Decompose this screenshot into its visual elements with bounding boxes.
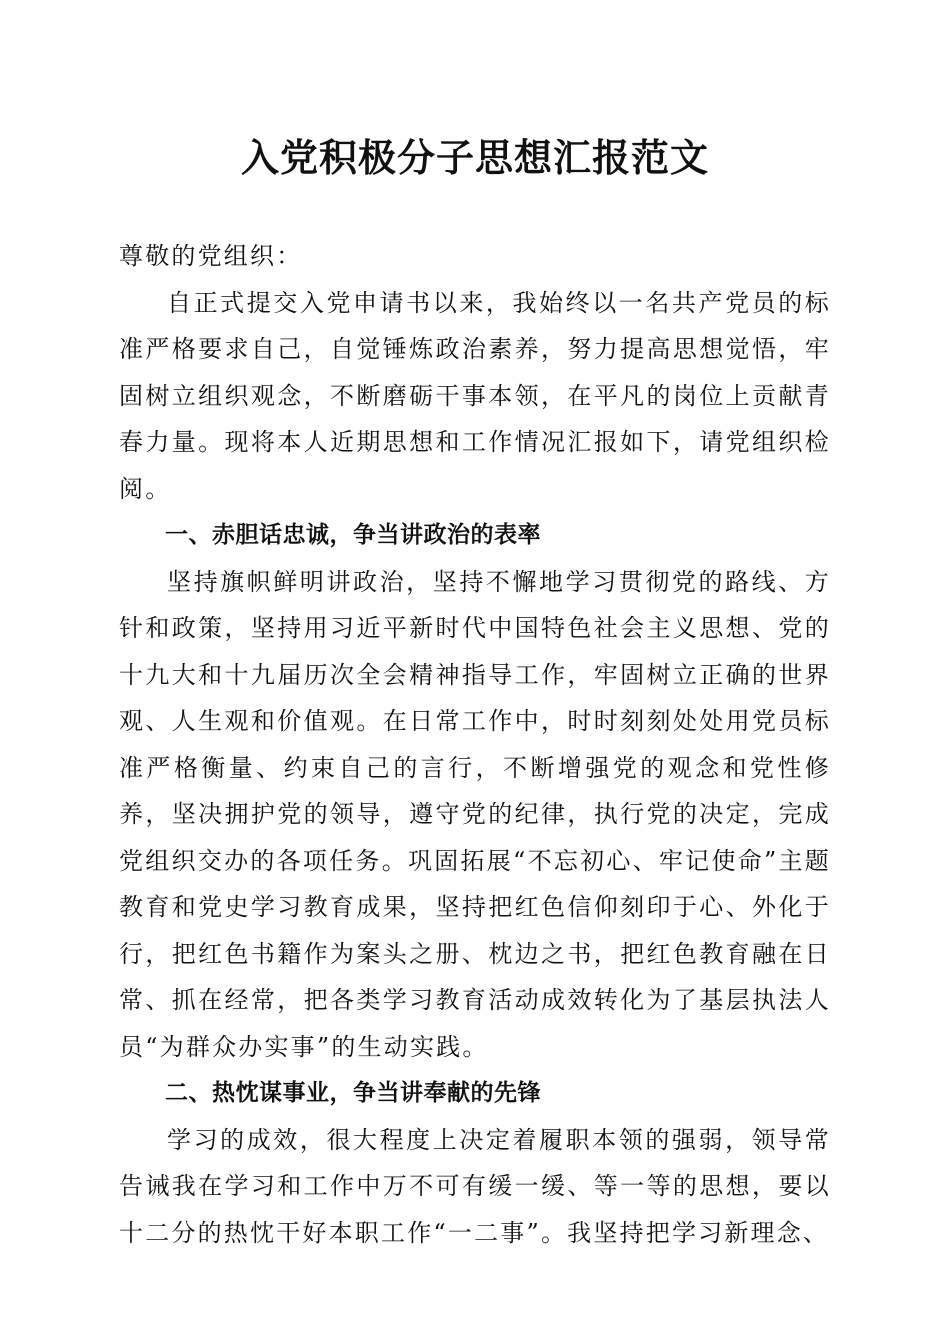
document-body xyxy=(119,233,831,1256)
salutation: 尊敬的党组织： xyxy=(119,242,303,270)
section-paragraph-1: 坚持旗帜鲜明讲政治，坚持不懈地学习贯彻党的路线、方针和政策，坚持用习近平新时代中国特色社会主义思想、党的十九大和十九届历次全会精神指导工作，牢固树立正确的世界观、人生观和价值观。在日常工作中，时时刻刻处处用党员标准严格衡量、约束自己的言行，不断增强党的观念和党性修养，坚决拥护党的领导，遵守党的纪律，执行党的决定，完成党组织交办的各项任务。巩固拓展“不忘初心、牢记使命”主题教育和党史学习教育成果，坚持把红色信仰刻印于心、外化于行，把红色书籍作为案头之册、枕边之书，把红色教育融在日常、抓在经常，把各类学习教育活动成效转化为了基层执法人员“为群众办实事”的生动实践。 xyxy=(119,567,831,1061)
section-heading-1: 一、赤胆话忠诚，争当讲政治的表率 xyxy=(165,522,541,548)
document-title: 入党积极分子思想汇报范文 xyxy=(240,135,709,180)
section-paragraph-2: 学习的成效，很大程度上决定着履职本领的强弱，领导常告诫我在学习和工作中万不可有缓一缓、等一等的思想，要以十二分的热忱干好本职工作“一二事”。我坚持把学习新理念、 xyxy=(119,1125,831,1247)
section-heading-2: 二、热忱谋事业，争当讲奉献的先锋 xyxy=(165,1080,541,1106)
intro-paragraph: 自正式提交入党申请书以来，我始终以一名共产党员的标准严格要求自己，自觉锤炼政治素养，努力提高思想觉悟，牢固树立组织观念，不断磨砺干事本领，在平凡的岗位上贡献青春力量。现将本人近期思想和工作情况汇报如下，请党组织检阅。 xyxy=(119,288,831,503)
